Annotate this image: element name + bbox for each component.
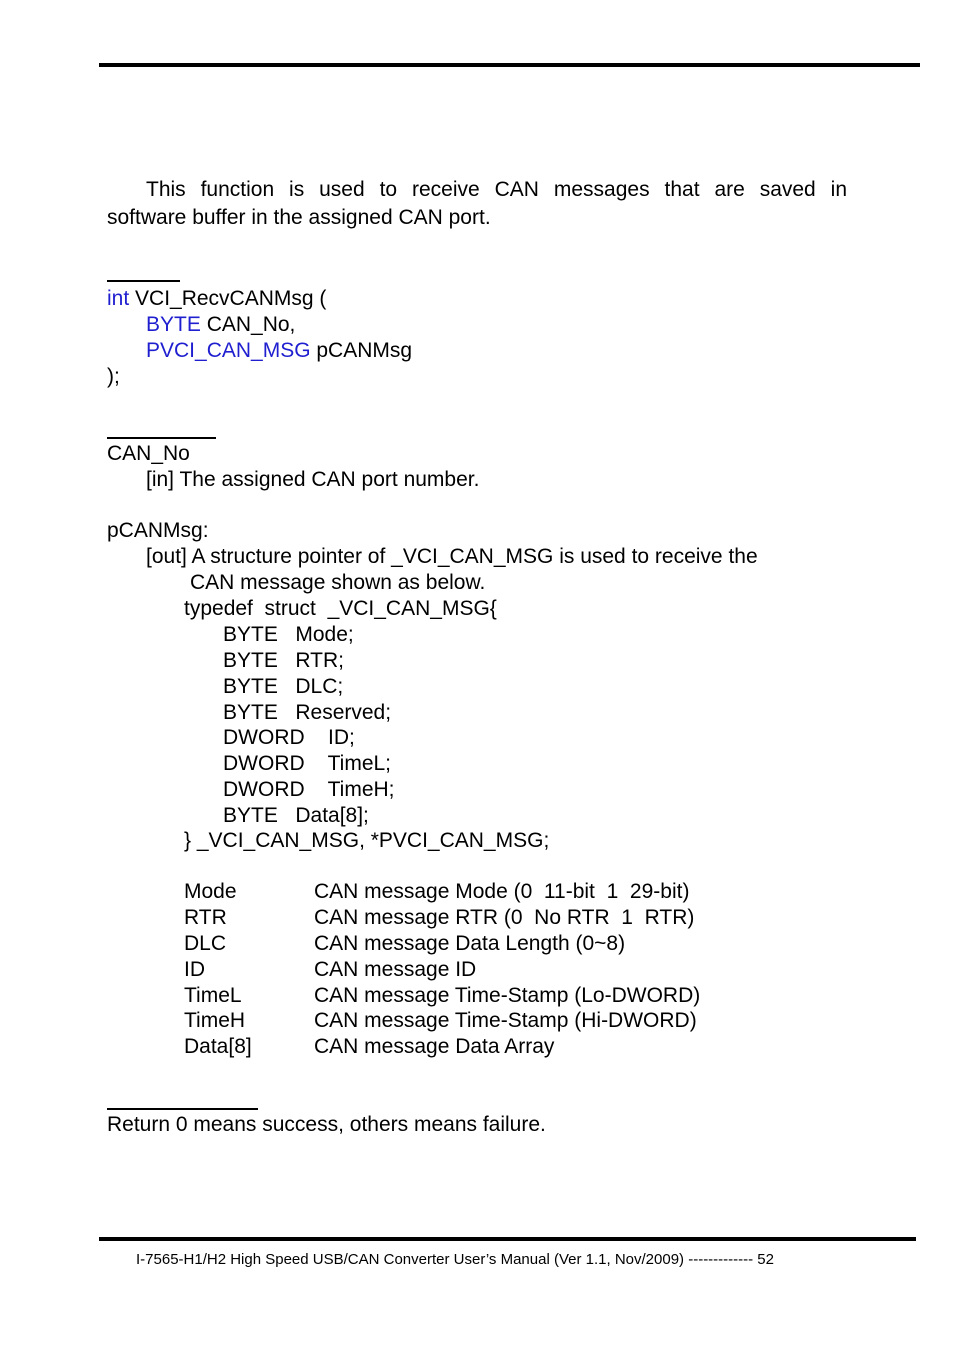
header-rule	[99, 63, 920, 67]
field-name: Mode	[184, 880, 237, 903]
footer-rule	[99, 1237, 916, 1241]
return-type: int	[107, 287, 130, 310]
syntax-heading-rule	[107, 280, 180, 282]
param-can-no-name: CAN_No	[107, 442, 190, 465]
syntax-param-2	[146, 338, 412, 364]
field-name: RTR	[184, 906, 227, 929]
struct-field: DWORD TimeL;	[223, 752, 392, 775]
param-pcanmsg-desc-2: CAN message shown as below.	[190, 571, 486, 594]
parameter-heading-rule	[107, 437, 216, 439]
field-name: Data[8]	[184, 1035, 252, 1058]
struct-field: DWORD ID;	[223, 726, 355, 749]
description-line-2: software buffer in the assigned CAN port.	[107, 206, 491, 229]
description-line-1: This function is used to receive CAN messages that are saved in	[146, 178, 847, 201]
syntax-close: );	[107, 365, 120, 388]
field-name: TimeH	[184, 1009, 246, 1032]
struct-field: BYTE Data[8];	[223, 804, 369, 827]
description-paragraph	[107, 176, 847, 232]
field-desc: CAN message Mode (0 11-bit 1 29-bit)	[314, 880, 690, 903]
syntax-param-1	[146, 312, 295, 338]
page-footer: I-7565-H1/H2 High Speed USB/CAN Converter User’s Manual (Ver 1.1, Nov/2009) ------------- 52	[136, 1251, 774, 1268]
field-name: DLC	[184, 932, 227, 955]
struct-field: BYTE Reserved;	[223, 701, 392, 724]
return-heading-rule	[107, 1108, 258, 1110]
param-1-type: BYTE	[146, 313, 201, 336]
field-desc: CAN message Data Length (0~8)	[314, 932, 626, 955]
param-pcanmsg-name: pCANMsg:	[107, 519, 209, 542]
typedef-open: typedef struct _VCI_CAN_MSG{	[184, 597, 497, 620]
field-desc: CAN message Time-Stamp (Hi-DWORD)	[314, 1009, 697, 1032]
field-desc: CAN message RTR (0 No RTR 1 RTR)	[314, 906, 695, 929]
param-1-name: CAN_No,	[200, 313, 296, 336]
field-name: TimeL	[184, 984, 242, 1007]
function-name: VCI_RecvCANMsg (	[129, 287, 327, 310]
field-desc: CAN message Time-Stamp (Lo-DWORD)	[314, 984, 701, 1007]
param-2-type: PVCI_CAN_MSG	[146, 339, 311, 362]
struct-field: DWORD TimeH;	[223, 778, 395, 801]
param-can-no-desc: [in] The assigned CAN port number.	[146, 468, 480, 491]
param-pcanmsg-desc-1: [out] A structure pointer of _VCI_CAN_MSG is used to receive the	[146, 545, 758, 568]
struct-field: BYTE DLC;	[223, 675, 344, 698]
struct-field: BYTE Mode;	[223, 623, 354, 646]
field-desc: CAN message ID	[314, 958, 477, 981]
field-name: ID	[184, 958, 205, 981]
param-2-name: pCANMsg	[310, 339, 413, 362]
syntax-signature	[107, 286, 326, 312]
return-value-text: Return 0 means success, others means failure.	[107, 1113, 546, 1136]
typedef-close: } _VCI_CAN_MSG, *PVCI_CAN_MSG;	[184, 829, 550, 852]
struct-field: BYTE RTR;	[223, 649, 344, 672]
field-desc: CAN message Data Array	[314, 1035, 555, 1058]
